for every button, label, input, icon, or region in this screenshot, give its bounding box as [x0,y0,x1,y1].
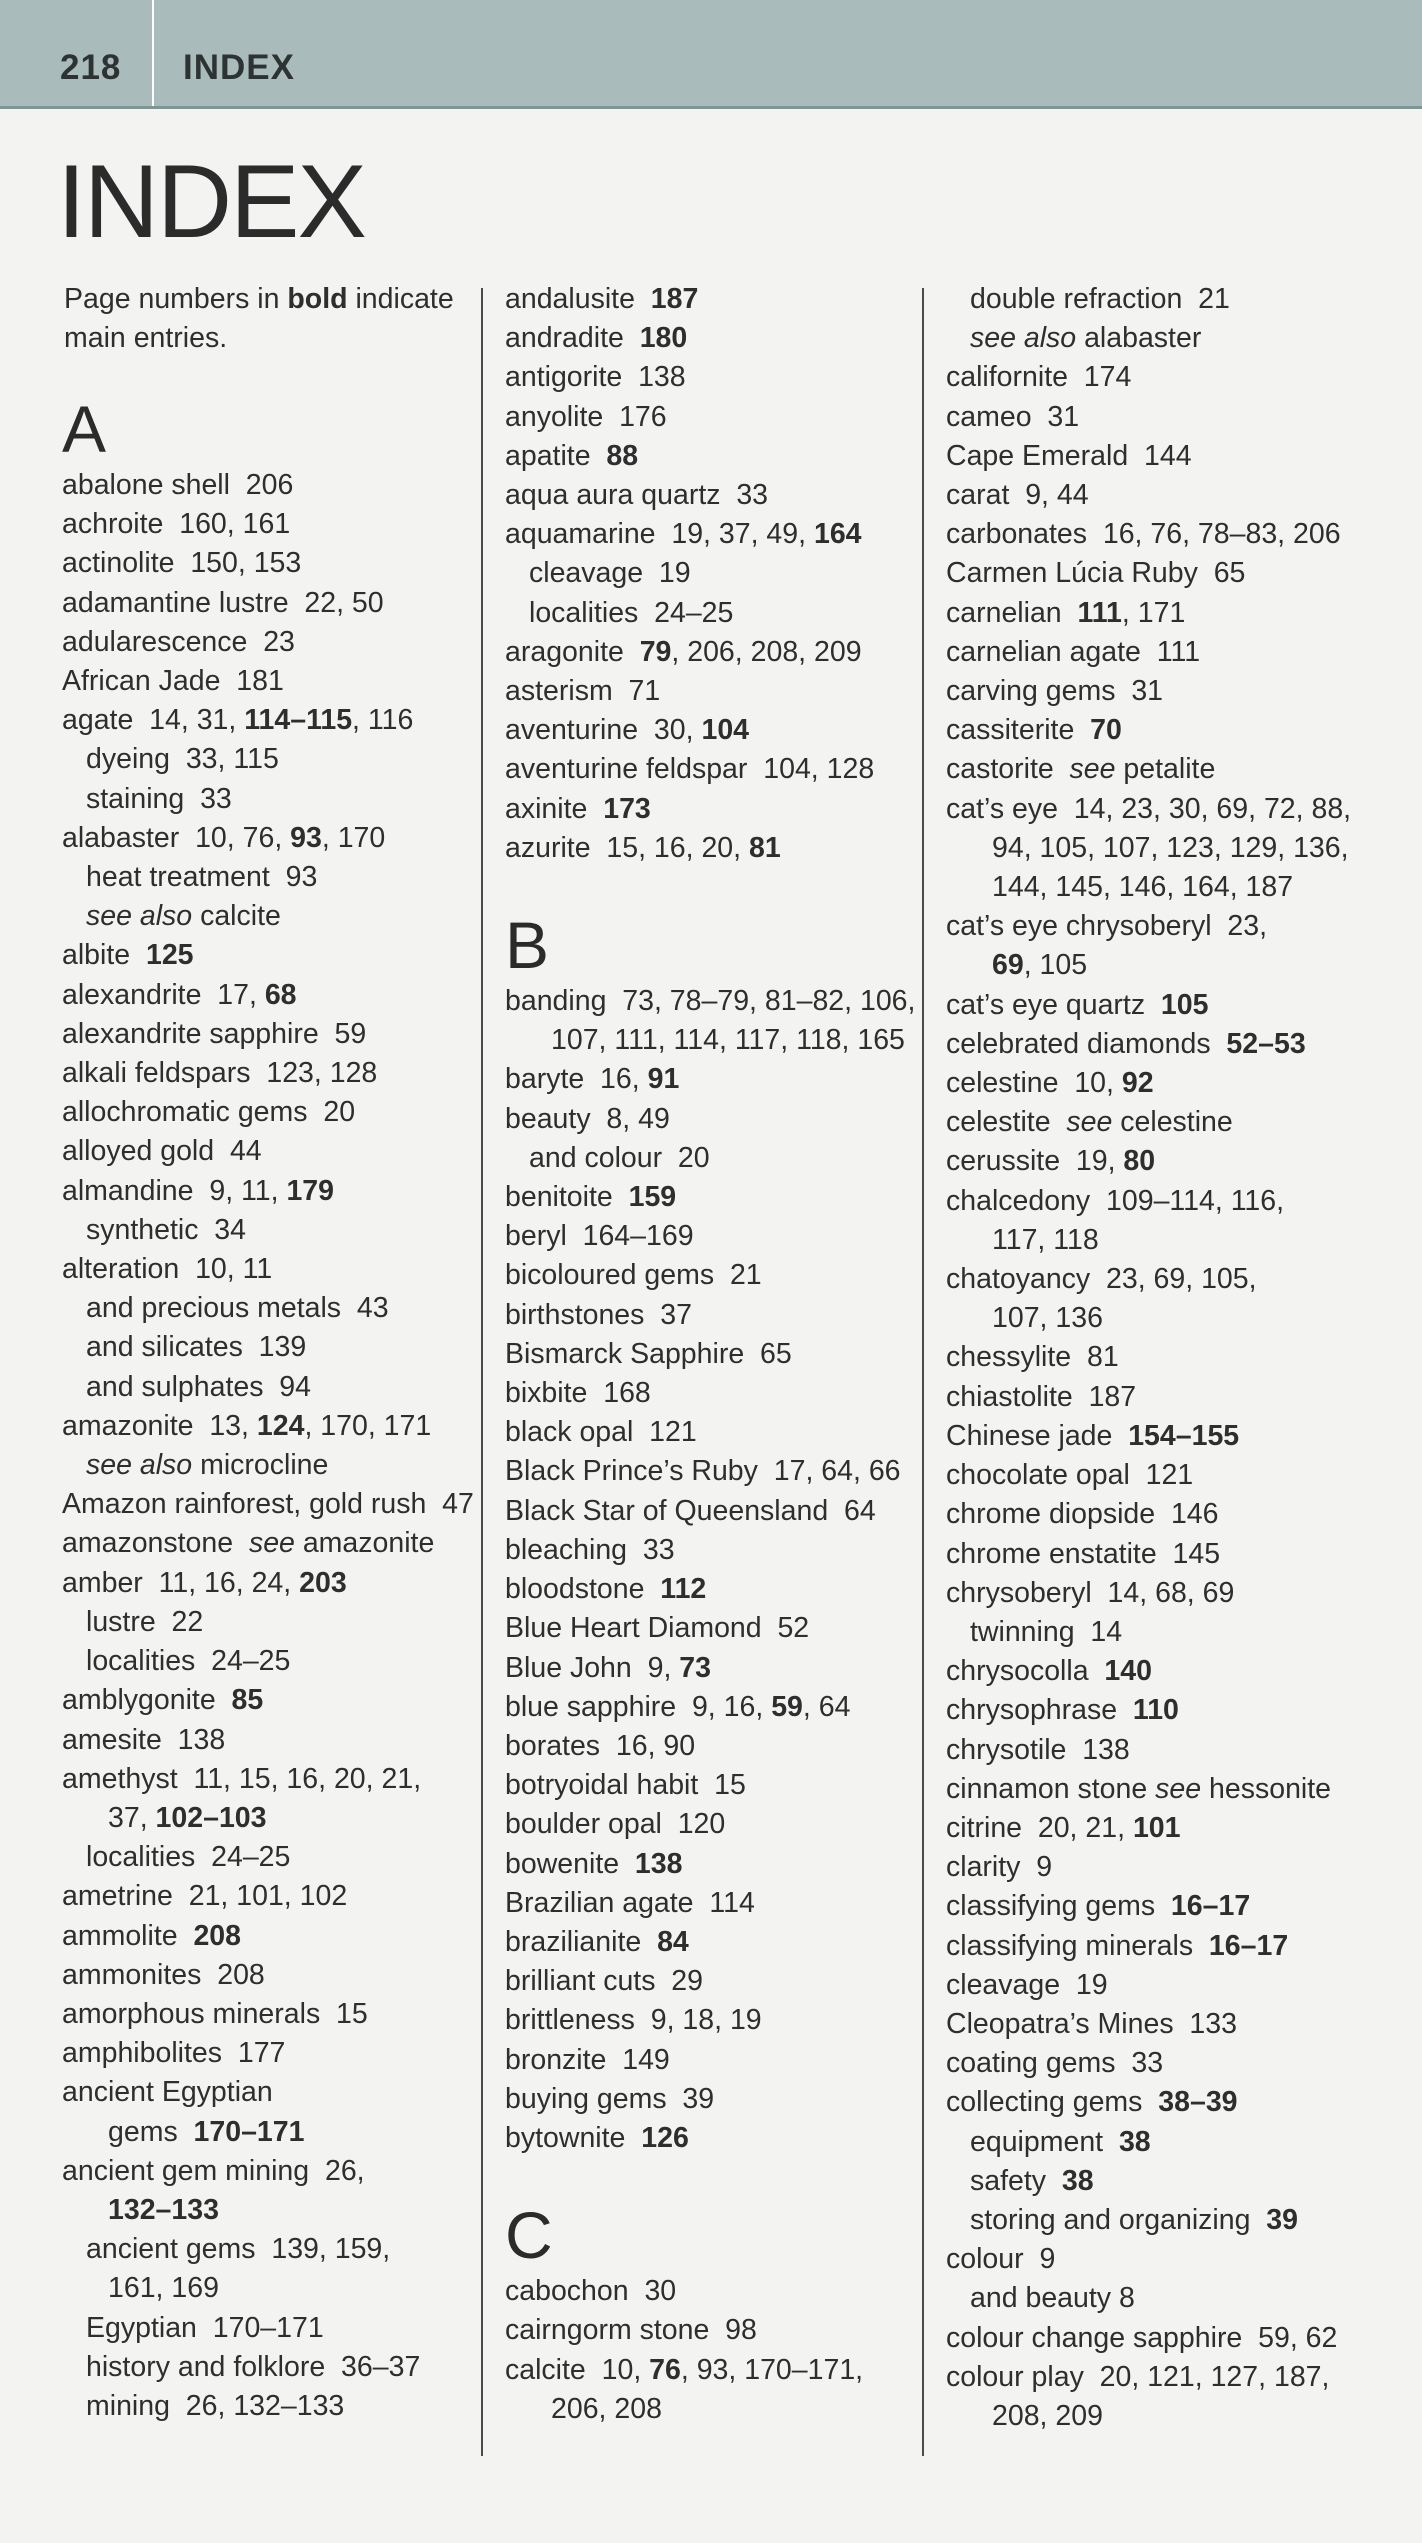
index-entry: beryl 164–169 [505,1220,694,1253]
section-title: INDEX [183,48,295,87]
section-gap [505,868,925,906]
header-divider [152,0,154,106]
index-entry-continuation: 132–133 [108,2193,219,2226]
index-entry: alabaster 10, 76, 93, 170 [62,821,386,854]
index-entry: Amazon rainforest, gold rush 47 [62,1488,474,1521]
index-entry: Chinese jade 154–155 [946,1419,1240,1452]
index-entry: cairngorm stone 98 [505,2314,757,2347]
index-entry: achroite 160, 161 [62,508,291,541]
section-gap [505,2158,925,2196]
index-entry: banding 73, 78–79, 81–82, 106, [505,985,916,1018]
index-entry: Carmen Lúcia Ruby 65 [946,557,1246,590]
index-entry: bleaching 33 [505,1533,675,1566]
index-entry: birthstones 37 [505,1298,692,1331]
index-entry-continuation: 208, 209 [992,2399,1103,2432]
section-letter: C [505,2198,553,2273]
index-entry: chrysocolla 140 [946,1655,1152,1688]
index-entry: carving gems 31 [946,675,1164,708]
section-letter: A [62,392,107,466]
index-entry: cameo 31 [946,400,1080,433]
index-entry: asterism 71 [505,675,661,708]
index-note: Page numbers in bold indicate main entries. [64,283,454,354]
index-entry: baryte 16, 91 [505,1063,680,1096]
index-entry: carnelian 111, 171 [946,596,1186,629]
index-entry: colour change sapphire 59, 62 [946,2321,1338,2354]
index-entry: cinnamon stone see hessonite [946,1772,1332,1805]
index-entry: coating gems 33 [946,2047,1164,2080]
index-entry: antigorite 138 [505,361,686,394]
index-entry-continuation: 144, 145, 146, 164, 187 [992,871,1294,904]
index-entry: chocolate opal 121 [946,1459,1194,1492]
index-entry: ammolite 208 [62,1919,242,1952]
index-subentry: and beauty 8 [970,2282,1135,2315]
index-column-2 [505,280,925,2429]
index-subentry: and colour 20 [529,1141,710,1174]
index-entry-continuation: 69, 105 [992,949,1088,982]
index-entry: brittleness 9, 18, 19 [505,2004,762,2037]
index-entry: ancient gem mining 26, [62,2154,365,2187]
page-title: INDEX [57,144,365,260]
index-column-1 [62,280,482,2426]
index-entry: aqua aura quartz 33 [505,479,769,512]
index-entry: Cleopatra’s Mines 133 [946,2007,1237,2040]
index-subentry: synthetic 34 [86,1213,247,1246]
index-entry-continuation: 107, 136 [992,1302,1103,1335]
index-subentry: localities 24–25 [529,596,734,629]
index-subentry: storing and organizing 39 [970,2203,1298,2236]
index-entry: abalone shell 206 [62,469,294,501]
index-subentry: cleavage 19 [529,557,691,590]
index-entry: bixbite 168 [505,1377,651,1410]
index-entry: classifying minerals 16–17 [946,1929,1289,1962]
index-entry: amphibolites 177 [62,2037,286,2070]
index-entry: alexandrite 17, 68 [62,978,297,1011]
index-entry: axinite 173 [505,792,651,825]
index-entry: chiastolite 187 [946,1380,1137,1413]
index-entry: chrome enstatite 145 [946,1537,1221,1570]
index-entry: boulder opal 120 [505,1808,726,1841]
section-letter: B [505,908,550,983]
index-entry: adamantine lustre 22, 50 [62,586,384,619]
index-entry: citrine 20, 21, 101 [946,1811,1181,1844]
column-rule-1 [481,288,483,2456]
index-subentry: safety 38 [970,2164,1094,2197]
index-entry: adularescence 23 [62,625,295,658]
index-entry-continuation: 161, 169 [108,2272,219,2305]
index-entry: alexandrite sapphire 59 [62,1017,367,1050]
index-entry: amorphous minerals 15 [62,1997,368,2030]
index-entry: andalusite 187 [505,283,699,315]
index-column-3 [946,280,1386,2436]
index-entry: carbonates 16, 76, 78–83, 206 [946,518,1341,551]
index-subentry: heat treatment 93 [86,861,318,894]
index-subentry: equipment 38 [970,2125,1151,2158]
index-entry: botryoidal habit 15 [505,1769,746,1802]
index-entry: ammonites 208 [62,1958,265,1991]
index-entry-continuation: 94, 105, 107, 123, 129, 136, [992,831,1349,864]
index-entry: amber 11, 16, 24, 203 [62,1566,347,1599]
index-subentry: Egyptian 170–171 [86,2311,324,2344]
index-entry: African Jade 181 [62,665,284,698]
index-entry: castorite see petalite [946,753,1216,786]
index-entry: carnelian agate 111 [946,635,1201,668]
index-entry: albite 125 [62,939,194,972]
index-entry: aquamarine 19, 37, 49, 164 [505,518,862,551]
index-entry: cerussite 19, 80 [946,1145,1156,1178]
index-entry: allochromatic gems 20 [62,1096,356,1129]
index-entry: alkali feldspars 123, 128 [62,1057,378,1090]
index-entry: celebrated diamonds 52–53 [946,1027,1306,1060]
index-entry: blue sapphire 9, 16, 59, 64 [505,1690,851,1723]
index-entry: carat 9, 44 [946,479,1089,512]
index-entry: ametrine 21, 101, 102 [62,1880,348,1913]
index-subentry: see also calcite [86,900,281,933]
index-entry: beauty 8, 49 [505,1102,670,1135]
index-entry: Black Star of Queensland 64 [505,1494,876,1527]
index-entry: bloodstone 112 [505,1573,707,1606]
index-subentry: see also microcline [86,1449,329,1482]
index-entry: colour 9 [946,2243,1056,2276]
index-entry: celestine 10, 92 [946,1067,1154,1100]
index-entry: azurite 15, 16, 20, 81 [505,831,781,864]
index-entry: chessylite 81 [946,1341,1119,1374]
index-entry: borates 16, 90 [505,1729,696,1762]
index-subentry: history and folklore 36–37 [86,2350,421,2383]
index-entry: aventurine 30, 104 [505,714,750,747]
index-entry: collecting gems 38–39 [946,2086,1238,2119]
index-entry: alloyed gold 44 [62,1135,262,1168]
index-entry: Blue John 9, 73 [505,1651,711,1684]
index-entry: apatite 88 [505,439,639,472]
index-entry: aventurine feldspar 104, 128 [505,753,875,786]
index-entry: Bismarck Sapphire 65 [505,1337,792,1370]
index-entry: cat’s eye 14, 23, 30, 69, 72, 88, [946,792,1352,825]
index-entry: cat’s eye quartz 105 [946,988,1209,1021]
index-subentry: ancient gems 139, 159, [86,2233,391,2266]
index-entry: ancient Egyptian [62,2076,273,2109]
index-entry: andradite 180 [505,322,688,355]
page-number: 218 [60,48,122,87]
index-entry: bicoloured gems 21 [505,1259,762,1292]
index-subentry: staining 33 [86,782,232,815]
index-entry: amesite 138 [62,1723,226,1756]
index-entry: amblygonite 85 [62,1684,264,1717]
column-rule-2 [922,288,924,2456]
index-entry: bytownite 126 [505,2121,689,2154]
index-entry: benitoite 159 [505,1181,677,1214]
index-entry: cabochon 30 [505,2275,677,2308]
index-entry: classifying gems 16–17 [946,1890,1251,1923]
index-entry: anyolite 176 [505,400,667,433]
index-entry: amazonstone see amazonite [62,1527,435,1560]
index-entry: colour play 20, 121, 127, 187, [946,2360,1330,2393]
index-subentry: dyeing 33, 115 [86,743,279,776]
index-entry: buying gems 39 [505,2082,715,2115]
index-entry-continuation: 117, 118 [992,1223,1099,1256]
index-subentry: localities 24–25 [86,1645,291,1678]
index-entry: celestite see celestine [946,1106,1233,1139]
index-subentry: mining 26, 132–133 [86,2389,345,2422]
index-subentry: and sulphates 94 [86,1370,312,1403]
index-entry: amazonite 13, 124, 170, 171 [62,1409,432,1442]
index-entry: actinolite 150, 153 [62,547,302,580]
index-entry: brazilianite 84 [505,1925,689,1958]
index-subentry: twinning 14 [970,1615,1123,1648]
page-header [0,0,1422,109]
index-entry: californite 174 [946,361,1132,394]
index-entry: black opal 121 [505,1416,697,1449]
index-entry: cassiterite 70 [946,714,1122,747]
index-entry: chrome diopside 146 [946,1498,1219,1531]
index-subentry: lustre 22 [86,1605,204,1638]
index-entry: bowenite 138 [505,1847,683,1880]
index-entry: cat’s eye chrysoberyl 23, [946,910,1268,943]
index-entry: clarity 9 [946,1851,1053,1884]
index-entry-continuation: 107, 111, 114, 117, 118, 165 [551,1024,905,1057]
index-subentry: see also alabaster [970,322,1202,355]
index-entry: bronzite 149 [505,2043,670,2076]
index-subentry: and precious metals 43 [86,1292,389,1325]
index-entry: chalcedony 109–114, 116, [946,1184,1285,1217]
index-entry: aragonite 79, 206, 208, 209 [505,635,862,668]
index-entry: brilliant cuts 29 [505,1965,704,1998]
index-entry: chrysotile 138 [946,1733,1130,1766]
index-entry-continuation: 37, 102–103 [108,1801,267,1834]
index-subentry: localities 24–25 [86,1841,291,1874]
index-entry: Brazilian agate 114 [505,1886,755,1919]
index-entry: alteration 10, 11 [62,1253,273,1286]
index-subentry: and silicates 139 [86,1331,307,1364]
index-subentry: double refraction 21 [970,283,1230,315]
index-entry: Cape Emerald 144 [946,439,1192,472]
index-entry: calcite 10, 76, 93, 170–171, [505,2353,864,2386]
index-entry: chrysophrase 110 [946,1694,1179,1727]
index-entry: agate 14, 31, 114–115, 116 [62,704,414,737]
index-entry: chatoyancy 23, 69, 105, [946,1263,1257,1296]
index-entry: almandine 9, 11, 179 [62,1174,335,1207]
index-entry-continuation: 206, 208 [551,2392,662,2425]
index-entry: Blue Heart Diamond 52 [505,1612,810,1645]
index-entry: amethyst 11, 15, 16, 20, 21, [62,1762,422,1795]
index-entry: cleavage 19 [946,1968,1108,2001]
index-entry-continuation: gems 170–171 [108,2115,305,2148]
index-entry: Black Prince’s Ruby 17, 64, 66 [505,1455,901,1488]
index-entry: chrysoberyl 14, 68, 69 [946,1576,1235,1609]
